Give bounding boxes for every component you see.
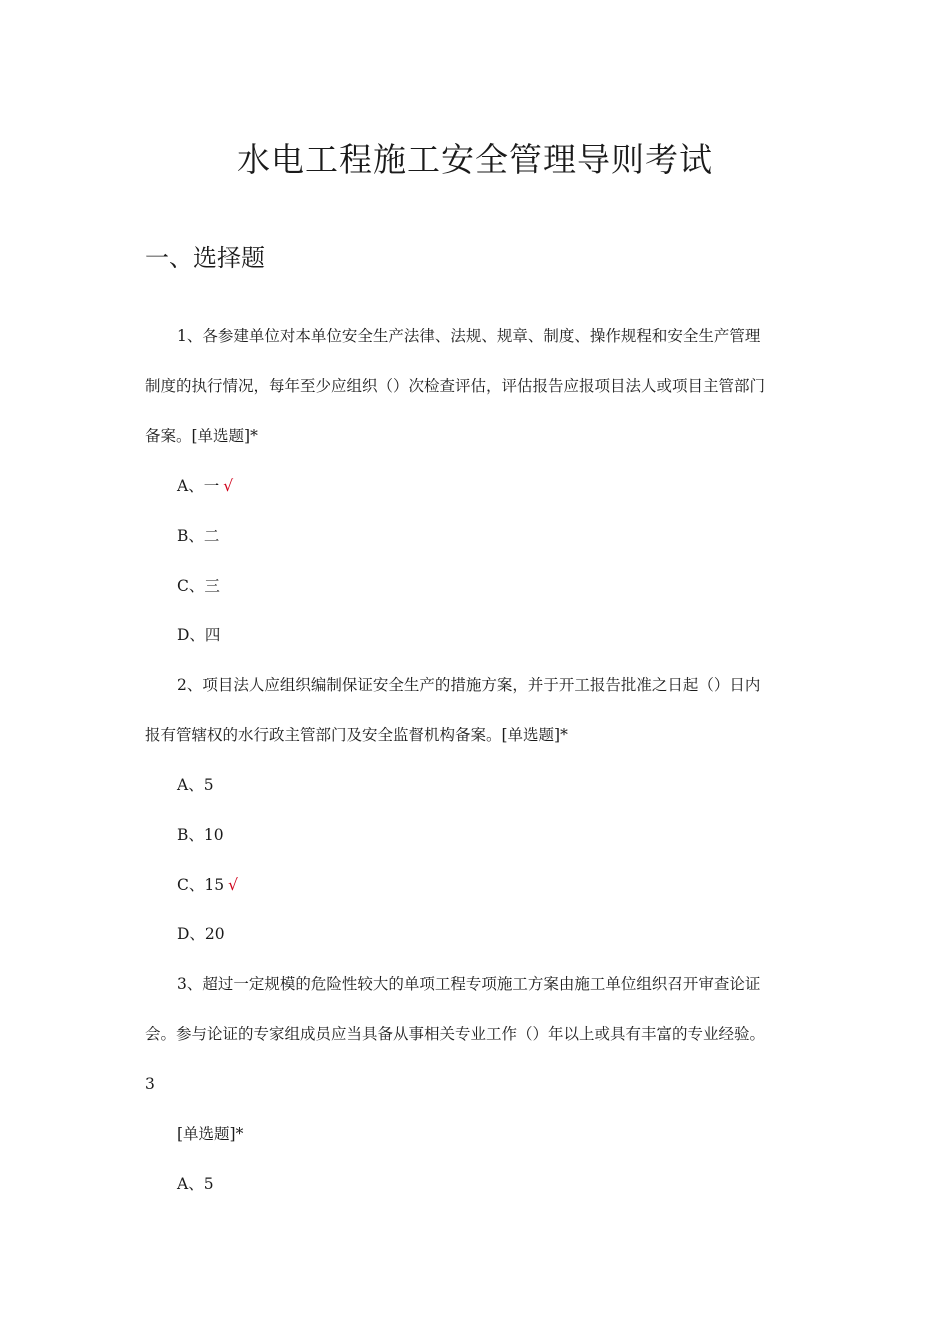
question-1-option-a[interactable]	[177, 474, 233, 498]
option-label: C、15	[177, 876, 225, 894]
question-3-text-line-2: 会。参与论证的专家组成员应当具备从事相关专业工作（）年以上或具有丰富的专业经验。	[145, 1025, 766, 1043]
question-1-option-b[interactable]	[177, 524, 219, 548]
question-2-option-a[interactable]	[177, 773, 214, 797]
question-1-text-line-3: 备案。[单选题]*	[145, 427, 258, 445]
option-label: D、四	[177, 626, 221, 644]
question-1-option-d[interactable]	[177, 623, 220, 647]
option-label: D、20	[177, 925, 225, 943]
question-2-option-d[interactable]	[177, 922, 225, 946]
option-label: B、二	[177, 527, 220, 545]
correct-check-icon: √	[223, 477, 234, 495]
document-title: 水电工程施工安全管理导则考试	[237, 140, 713, 179]
correct-check-icon: √	[228, 876, 238, 894]
question-2-option-b[interactable]	[177, 823, 224, 847]
question-1-text-line-1: 1、各参建单位对本单位安全生产法律、法规、规章、制度、操作规程和安全生产管理	[177, 327, 761, 345]
option-label: A、一	[177, 477, 220, 495]
question-3-type-label: [单选题]*	[177, 1125, 244, 1143]
question-3-option-a[interactable]	[177, 1172, 214, 1196]
question-2-option-c[interactable]	[177, 873, 238, 897]
question-2-text-line-2: 报有管辖权的水行政主管部门及安全监督机构备案。[单选题]*	[145, 726, 568, 744]
option-label: A、5	[177, 1175, 214, 1193]
question-1-text-line-2: 制度的执行情况，每年至少应组织（）次检查评估，评估报告应报项目法人或项目主管部门	[145, 377, 766, 395]
question-3-text-line-3: 3	[145, 1075, 155, 1093]
option-label: C、三	[177, 577, 220, 595]
section-heading: 一、选择题	[145, 244, 265, 272]
question-3-text-line-1: 3、超过一定规模的危险性较大的单项工程专项施工方案由施工单位组织召开审查论证	[177, 975, 761, 993]
option-label: B、10	[177, 826, 224, 844]
question-2-text-line-1: 2、项目法人应组织编制保证安全生产的措施方案，并于开工报告批准之日起（）日内	[177, 676, 761, 694]
option-label: A、5	[177, 776, 214, 794]
question-1-option-c[interactable]	[177, 574, 220, 598]
